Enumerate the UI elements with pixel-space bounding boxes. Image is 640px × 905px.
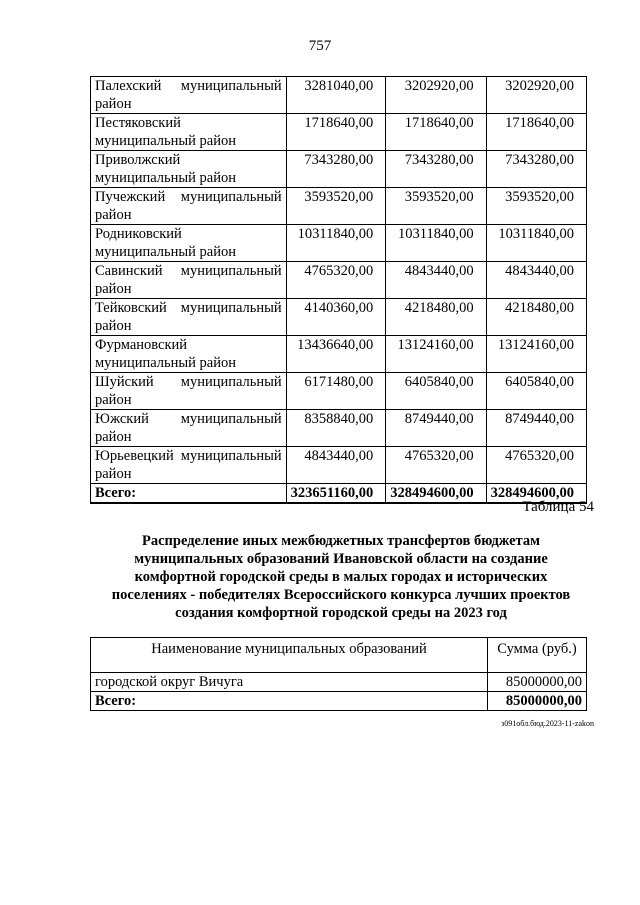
value-1: 3593520,00 xyxy=(286,188,386,225)
value-2: 6405840,00 xyxy=(386,373,486,410)
value-2: 4843440,00 xyxy=(386,262,486,299)
value-3: 4843440,00 xyxy=(486,262,586,299)
table-row xyxy=(91,336,587,373)
district-name: Южский муниципальный район xyxy=(91,410,287,447)
table-row xyxy=(91,673,587,692)
value-2: 3202920,00 xyxy=(386,77,486,114)
total-value-1: 323651160,00 xyxy=(286,484,386,504)
footer-code: з091обл.бюд.2023-11-zakon xyxy=(501,719,594,728)
value-2: 4218480,00 xyxy=(386,299,486,336)
total-value-3: 328494600,00 xyxy=(486,484,586,504)
value-3: 3202920,00 xyxy=(486,77,586,114)
value-1: 4140360,00 xyxy=(286,299,386,336)
value-3: 8749440,00 xyxy=(486,410,586,447)
district-name: Тейковский муниципальный район xyxy=(91,299,287,336)
value-2: 1718640,00 xyxy=(386,114,486,151)
table-row xyxy=(91,77,587,114)
row-name: городской округ Вичуга xyxy=(91,673,488,692)
header-name: Наименование муниципальных образований xyxy=(91,638,488,673)
district-name: Родниковский муниципальный район xyxy=(91,225,287,262)
page-number: 757 xyxy=(308,38,332,54)
value-1: 8358840,00 xyxy=(286,410,386,447)
value-1: 4765320,00 xyxy=(286,262,386,299)
value-1: 4843440,00 xyxy=(286,447,386,484)
municipal-districts-table xyxy=(90,76,587,504)
table-header-row xyxy=(91,638,587,673)
district-name: Шуйский муниципальный район xyxy=(91,373,287,410)
value-3: 10311840,00 xyxy=(486,225,586,262)
total-value-2: 328494600,00 xyxy=(386,484,486,504)
value-1: 10311840,00 xyxy=(286,225,386,262)
table-row xyxy=(91,447,587,484)
table-row xyxy=(91,151,587,188)
table-row xyxy=(91,188,587,225)
table-row xyxy=(91,373,587,410)
district-name: Пестяковский муниципальный район xyxy=(91,114,287,151)
value-2: 8749440,00 xyxy=(386,410,486,447)
table-row xyxy=(91,114,587,151)
row-sum: 85000000,00 xyxy=(488,673,587,692)
value-2: 3593520,00 xyxy=(386,188,486,225)
value-2: 7343280,00 xyxy=(386,151,486,188)
value-3: 4765320,00 xyxy=(486,447,586,484)
value-2: 4765320,00 xyxy=(386,447,486,484)
value-3: 1718640,00 xyxy=(486,114,586,151)
district-name: Палехский муниципальный район xyxy=(91,77,287,114)
district-name: Приволжский муниципальный район xyxy=(91,151,287,188)
table-row xyxy=(91,299,587,336)
table-title: Распределение иных межбюджетных трансфертов бюджетам муниципальных образований Ивановской области на создание комфортной городской среды в малых городах и исторических поселениях - победителях Всероссийского конкурса лучших проектов создания комфортной городской среды на 2023 год xyxy=(111,533,571,621)
district-name: Юрьевецкий муниципальный район xyxy=(91,447,287,484)
value-3: 3593520,00 xyxy=(486,188,586,225)
total-label: Всего: xyxy=(91,484,287,504)
table-row xyxy=(91,262,587,299)
transfers-table xyxy=(90,637,587,711)
table-row xyxy=(91,225,587,262)
header-sum: Сумма (руб.) xyxy=(488,638,587,673)
total-label: Всего: xyxy=(91,692,488,711)
table-row xyxy=(91,410,587,447)
total-row xyxy=(91,692,587,711)
value-1: 3281040,00 xyxy=(286,77,386,114)
value-1: 7343280,00 xyxy=(286,151,386,188)
district-name: Савинский муниципальный район xyxy=(91,262,287,299)
district-name: Фурмановский муниципальный район xyxy=(91,336,287,373)
value-1: 13436640,00 xyxy=(286,336,386,373)
value-3: 4218480,00 xyxy=(486,299,586,336)
total-row xyxy=(91,484,587,504)
value-3: 6405840,00 xyxy=(486,373,586,410)
value-2: 13124160,00 xyxy=(386,336,486,373)
value-2: 10311840,00 xyxy=(386,225,486,262)
value-3: 13124160,00 xyxy=(486,336,586,373)
district-name: Пучежский муниципальный район xyxy=(91,188,287,225)
total-sum: 85000000,00 xyxy=(488,692,587,711)
value-1: 6171480,00 xyxy=(286,373,386,410)
value-1: 1718640,00 xyxy=(286,114,386,151)
table-label: Таблица 54 xyxy=(522,499,594,515)
value-3: 7343280,00 xyxy=(486,151,586,188)
